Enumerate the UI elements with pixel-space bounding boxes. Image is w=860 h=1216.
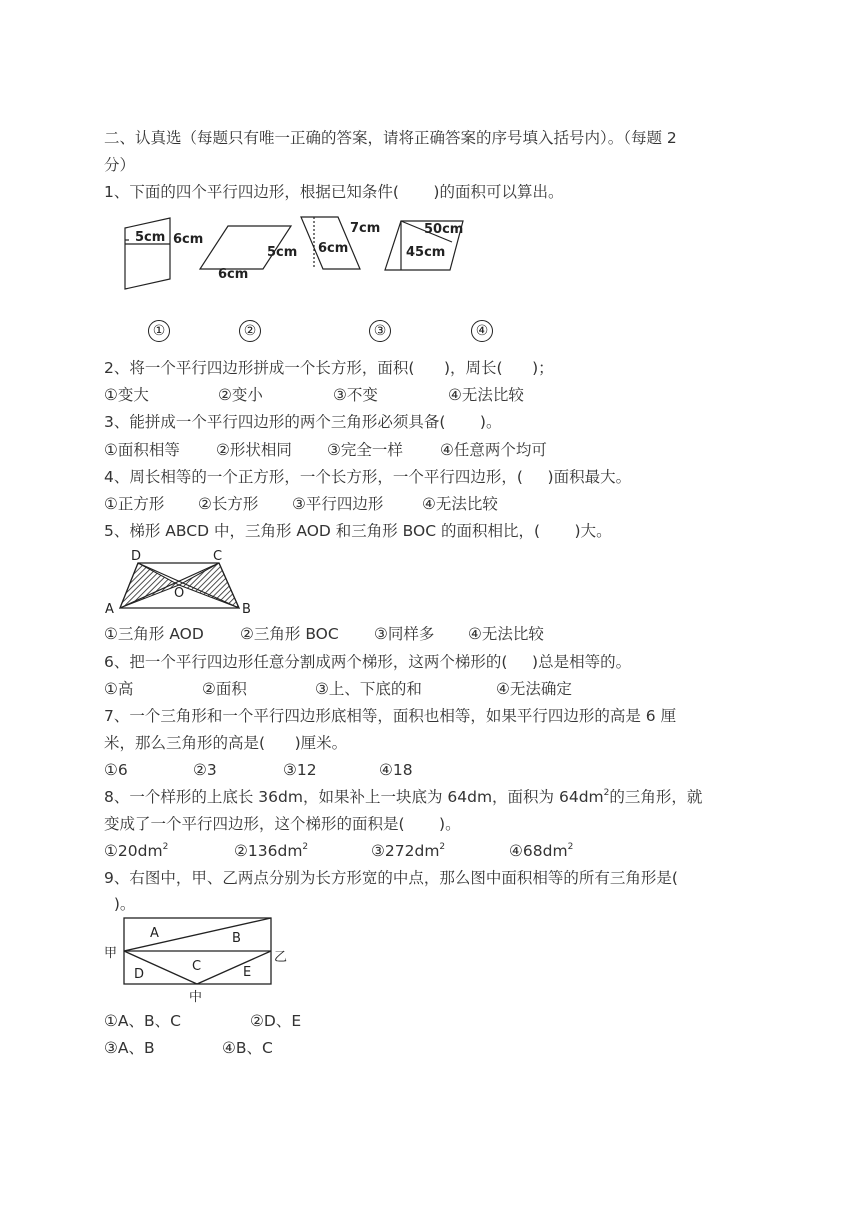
q1-figure-1 xyxy=(125,218,170,289)
q5-option-4[interactable]: ④无法比较 xyxy=(468,625,544,643)
q1-fig2-base: 6cm xyxy=(218,267,249,282)
q9-option-3[interactable]: ③A、B xyxy=(104,1039,155,1057)
q6-option-3[interactable]: ③上、下底的和 xyxy=(315,680,422,698)
q8-option-1[interactable]: $①20dm^2$ xyxy=(104,842,169,860)
q2-option-1[interactable]: ①变大 xyxy=(104,386,149,404)
q9-label-e: E xyxy=(243,965,252,980)
q1-number-4: ④ xyxy=(471,320,493,342)
q1-fig3-side: 7cm xyxy=(350,221,381,236)
q2-option-4[interactable]: ④无法比较 xyxy=(448,386,524,404)
q1-fig4-height: 45cm xyxy=(406,245,446,260)
q1-number-1: ① xyxy=(148,320,170,342)
q5-option-2[interactable]: ②三角形 BOC xyxy=(240,625,339,643)
q6-option-1[interactable]: ①高 xyxy=(104,680,134,698)
question-2: 2、将一个平行四边形拼成一个长方形，面积( )，周长( )； xyxy=(104,359,554,377)
question-1: 1、下面的四个平行四边形，根据已知条件( )的面积可以算出。 xyxy=(104,183,564,201)
q9-rectangle-figure xyxy=(100,912,300,1007)
q9-option-4[interactable]: ④B、C xyxy=(222,1039,273,1057)
q5-label-b: B xyxy=(242,602,251,617)
q5-option-1[interactable]: ①三角形 AOD xyxy=(104,625,204,643)
q9-option-1[interactable]: ①A、B、C xyxy=(104,1012,181,1030)
q5-label-a: A xyxy=(105,602,114,617)
q3-option-1[interactable]: ①面积相等 xyxy=(104,441,180,459)
q9-label-yi: 乙 xyxy=(274,950,288,965)
question-8: 8、一个样形的上底长 36dm，如果补上一块底为 64dm，面积为 $64dm^2$的三角形，就 xyxy=(104,788,703,806)
q9-option-2[interactable]: ②D、E xyxy=(250,1012,302,1030)
q4-option-3[interactable]: ③平行四边形 xyxy=(292,495,384,513)
q8-option-3[interactable]: $③272dm^2$ xyxy=(371,842,446,860)
q1-number-3: ③ xyxy=(369,320,391,342)
q7-option-1[interactable]: ①6 xyxy=(104,761,128,779)
q5-trapezoid-figure xyxy=(100,545,260,620)
q9-label-a: A xyxy=(150,926,159,941)
question-8-cont: 变成了一个平行四边形，这个梯形的面积是( )。 xyxy=(104,815,461,833)
q5-option-3[interactable]: ③同样多 xyxy=(374,625,435,643)
q4-option-4[interactable]: ④无法比较 xyxy=(422,495,498,513)
q2-option-2[interactable]: ②变小 xyxy=(218,386,263,404)
q3-option-3[interactable]: ③完全一样 xyxy=(327,441,403,459)
q2-option-3[interactable]: ③不变 xyxy=(333,386,378,404)
q9-label-d: D xyxy=(134,967,145,982)
q9-label-b: B xyxy=(232,931,241,946)
q4-option-2[interactable]: ②长方形 xyxy=(198,495,259,513)
q1-fig1-base: 5cm xyxy=(135,230,166,245)
question-7: 7、一个三角形和一个平行四边形底相等，面积也相等，如果平行四边形的高是 6 厘 xyxy=(104,707,677,725)
q7-option-4[interactable]: ④18 xyxy=(379,761,413,779)
q5-label-c: C xyxy=(213,549,223,564)
q9-label-c: C xyxy=(192,959,202,974)
question-3: 3、能拼成一个平行四边形的两个三角形必须具备( )。 xyxy=(104,413,502,431)
question-7-cont: 米，那么三角形的高是( )厘米。 xyxy=(104,734,348,752)
q4-option-1[interactable]: ①正方形 xyxy=(104,495,165,513)
q6-option-4[interactable]: ④无法确定 xyxy=(496,680,572,698)
q1-fig2-side: 5cm xyxy=(267,245,298,260)
q6-option-2[interactable]: ②面积 xyxy=(202,680,247,698)
q1-fig3-height: 6cm xyxy=(318,241,349,256)
q5-label-d: D xyxy=(131,549,142,564)
section-title-cont: 分） xyxy=(104,156,136,174)
question-6: 6、把一个平行四边形任意分割成两个梯形，这两个梯形的( )总是相等的。 xyxy=(104,653,632,671)
q3-option-4[interactable]: ④任意两个均可 xyxy=(440,441,547,459)
q8-option-4[interactable]: $④68dm^2$ xyxy=(509,842,574,860)
q1-number-2: ② xyxy=(239,320,261,342)
q1-fig1-side: 6cm xyxy=(173,232,204,247)
q1-parallelogram-figures xyxy=(118,212,478,287)
q1-fig4-top: 50cm xyxy=(424,222,464,237)
q5-label-o: O xyxy=(174,586,185,601)
question-5: 5、梯形 ABCD 中，三角形 AOD 和三角形 BOC 的面积相比，( )大。 xyxy=(104,522,612,540)
q7-option-3[interactable]: ③12 xyxy=(283,761,317,779)
question-9-cont: )。 xyxy=(104,895,136,913)
q9-label-jia: 甲 xyxy=(104,946,118,961)
question-4: 4、周长相等的一个正方形，一个长方形，一个平行四边形，( )面积最大。 xyxy=(104,468,632,486)
section-title: 二、认真选（每题只有唯一正确的答案，请将正确答案的序号填入括号内）。（每题 2 xyxy=(104,129,677,147)
q3-option-2[interactable]: ②形状相同 xyxy=(216,441,292,459)
question-9: 9、右图中，甲、乙两点分别为长方形宽的中点，那么图中面积相等的所有三角形是( xyxy=(104,869,678,887)
q7-option-2[interactable]: ②3 xyxy=(193,761,217,779)
q8-option-2[interactable]: $②136dm^2$ xyxy=(234,842,309,860)
q9-label-zhong: 中 xyxy=(189,990,203,1005)
